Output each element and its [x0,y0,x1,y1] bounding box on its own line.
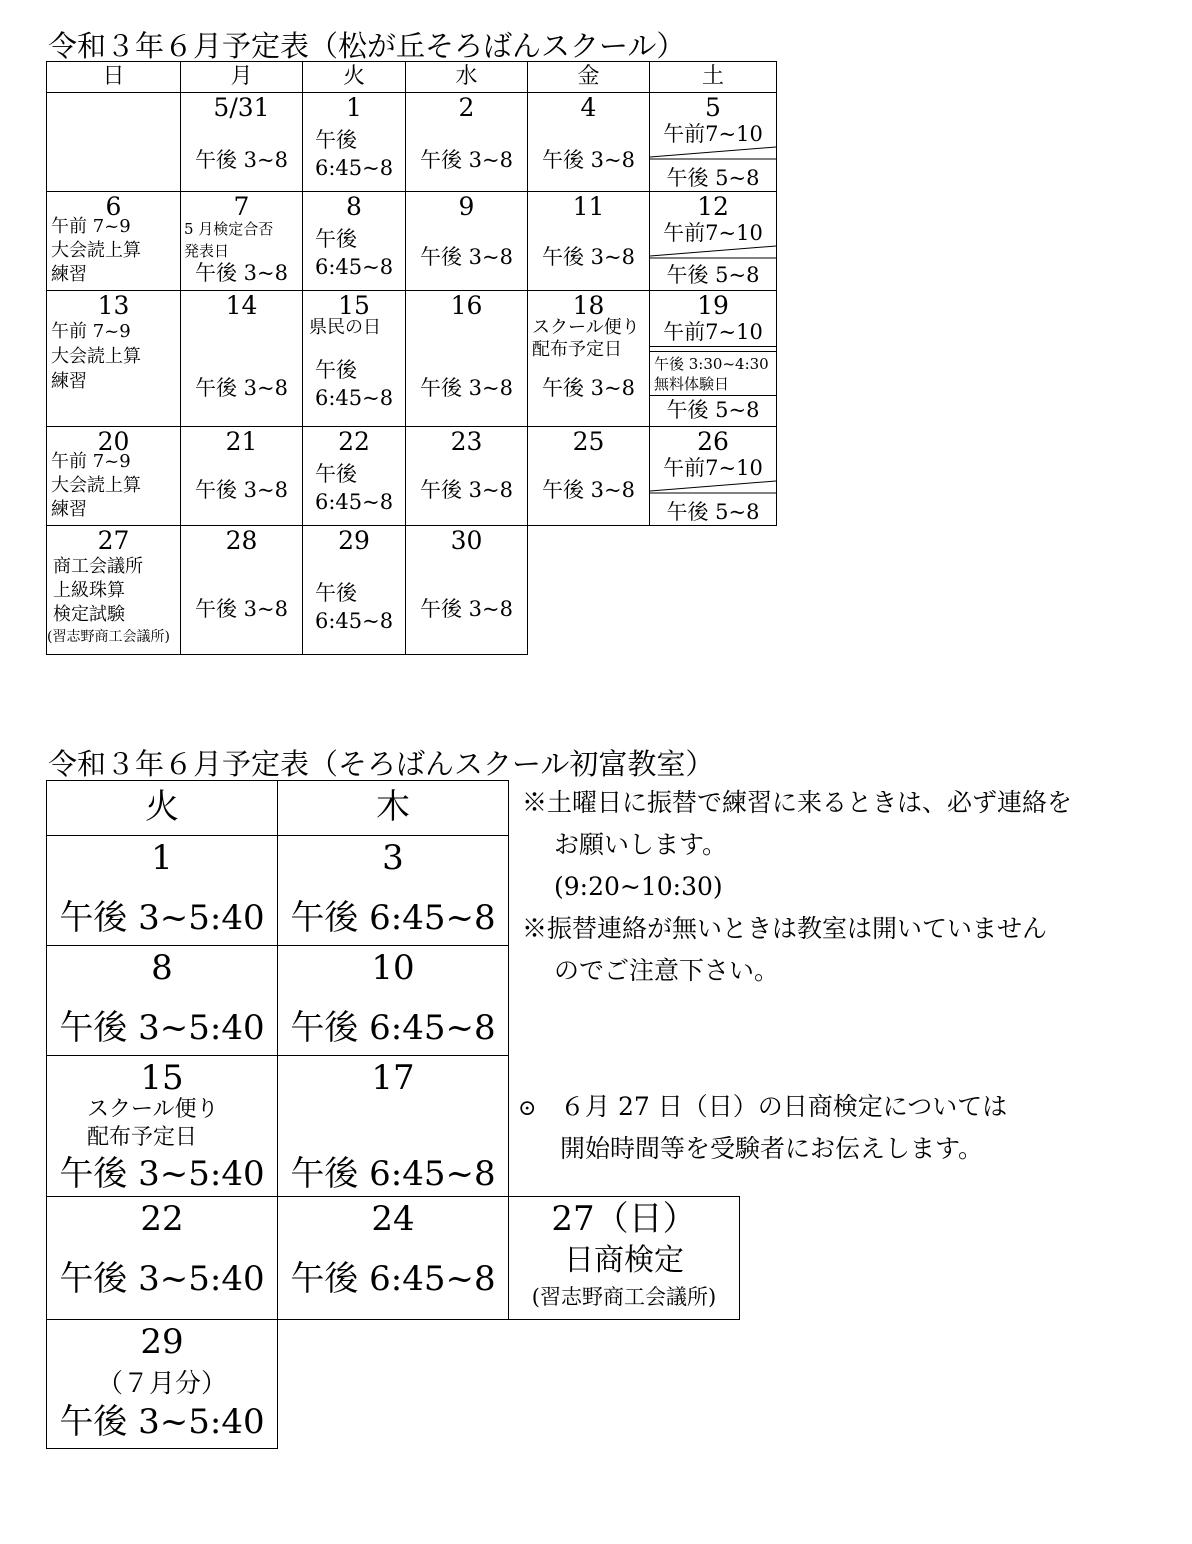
time-text: 午後 3~8 [420,148,513,172]
day-number: 15 [338,291,370,320]
cell-day [649,426,777,526]
time-text: 6:45~8 [315,255,394,279]
cell-day [302,191,406,291]
time-text: 午後 3~5:40 [59,1402,265,1442]
note-text: 無料体験日 [654,375,730,393]
time-text: 午後 3~5:40 [59,1259,265,1299]
time-text: 午後 [315,462,357,486]
note-line: のでご注意下さい。 [554,956,780,985]
time-text: 午後 5~8 [666,398,760,422]
split-line [650,145,776,163]
cell-day [302,426,406,526]
time-text: 午後 5~8 [666,263,760,287]
cell-day [405,290,528,427]
day-number: 16 [450,291,483,320]
time-text: 6:45~8 [315,490,394,514]
time-text: 午前7~10 [663,456,763,480]
day-number: 26 [697,427,729,456]
cell-day [46,945,278,1056]
day-number: 5 [705,93,721,122]
note-text: 大会読上算 [51,240,141,261]
day-number: 3 [382,838,404,878]
time-text: 6:45~8 [315,386,394,410]
day-number: 18 [572,291,605,320]
time-text: 午前7~10 [663,122,763,146]
time-text: 午前7~10 [663,320,763,344]
cell-day [180,92,303,192]
cell-day [405,92,528,192]
day-number: 14 [225,291,258,320]
note-text: 練習 [51,371,87,392]
note-text: 午前 7~9 [51,216,131,237]
note-text: スクール便り [532,317,640,338]
header-mon [180,61,303,93]
day-number: 22 [140,1199,184,1239]
day-number: 15 [140,1058,184,1098]
time-text: 午後 6:45~8 [290,1008,496,1048]
day-number: 10 [371,948,415,988]
cell-day [302,525,406,655]
note-text: 大会読上算 [51,475,141,496]
time-text: 午後 3~5:40 [59,898,265,938]
time-text: 6:45~8 [315,156,394,180]
cell-day [180,191,303,291]
header-sat [649,61,777,93]
note-line: (9:20~10:30) [554,872,723,901]
cell-day [46,1319,278,1449]
time-text: 午後 3~5:40 [59,1008,265,1048]
time-text: 午前7~10 [663,221,763,245]
header-label: 月 [230,64,253,89]
note-text: 午前 7~9 [51,451,131,472]
day-number: 4 [580,93,597,122]
day-number: 29 [338,526,370,555]
day-number: 11 [572,192,605,221]
title-matsugaoka: 令和３年６月予定表（松が丘そろばんスクール） [48,29,686,63]
day-number: 1 [346,93,362,122]
title-hatsutomi: 令和３年６月予定表（そろばんスクール初富教室） [48,747,715,781]
divider [650,395,776,396]
cell-day [277,1055,509,1197]
note-text: 県民の日 [309,317,381,338]
day-number: 27 [97,526,130,555]
note-text: （７月分） [96,1369,227,1399]
time-text: 午後 3~8 [420,478,513,502]
day-number: 5/31 [213,93,270,122]
divider [650,346,776,347]
cell-day [180,290,303,427]
cell-day [180,426,303,526]
time-text: 6:45~8 [315,609,394,633]
day-number: 27（日） [551,1199,697,1239]
header-tue [302,61,406,93]
day-number: 28 [225,526,258,555]
note-text: 配布予定日 [532,339,622,360]
note-text: 5 月検定合否 [184,220,274,238]
day-number: 22 [338,427,370,456]
note-line: お願いします。 [554,830,728,859]
note-text: 検定試験 [53,604,125,625]
cell-day [405,191,528,291]
header-sun [46,61,181,93]
day-number: 6 [105,192,122,221]
note-text: 午前 7~9 [51,321,131,342]
time-text: 午後 3~5:40 [59,1154,265,1194]
note-text: 日商検定 [564,1243,684,1278]
cell-day [46,835,278,946]
time-text: 午後 3~8 [420,597,513,621]
cell-day [649,290,777,427]
note-line: 開始時間等を受験者にお伝えします。 [560,1134,984,1163]
cell-day [527,191,650,291]
note-line: ※振替連絡が無いときは教室は開いていません [522,914,1048,943]
time-text: 午後 6:45~8 [290,1259,496,1299]
note-text: (習志野商工会議所) [47,629,170,645]
day-number: 2 [458,93,475,122]
note-text: (習志野商工会議所) [531,1285,717,1309]
header-thu [277,780,509,836]
time-text: 午後 [315,128,357,152]
note-text: 配布予定日 [87,1125,198,1150]
note-line: ※土曜日に振替で練習に来るときは、必ず連絡を [522,788,1073,817]
cell-empty [46,92,181,192]
header-fri [527,61,650,93]
cell-day [508,1196,740,1320]
time-text: 午後 3~8 [542,245,635,269]
day-number: 24 [371,1199,415,1239]
header-wed [405,61,528,93]
header-label: 金 [577,64,600,89]
time-text: 午後 3~8 [420,376,513,400]
cell-day [277,1196,509,1320]
header-label: 木 [376,787,410,827]
cell-day [180,525,303,655]
note-text: 練習 [51,499,87,520]
day-number: 17 [371,1058,415,1098]
day-number: 20 [97,427,130,456]
divider [650,351,776,352]
day-number: 23 [450,427,483,456]
note-text: 上級珠算 [53,580,125,601]
cell-day [302,92,406,192]
note-text: 商工会議所 [53,556,143,577]
time-text: 午後 6:45~8 [290,898,496,938]
time-text: 午後 [315,358,357,382]
note-text: 練習 [51,264,87,285]
time-text: 午後 3~8 [420,245,513,269]
time-text: 午後 3~8 [195,261,288,285]
note-text: 大会読上算 [51,346,141,367]
header-tue [46,780,278,836]
day-number: 30 [450,526,483,555]
time-text: 午後 [315,581,357,605]
day-number: 1 [151,838,173,878]
note-text: 発表日 [184,242,230,260]
day-number: 19 [697,291,729,320]
time-text: 午後 3~8 [195,376,288,400]
time-text: 午後 3~8 [542,376,635,400]
time-text: 午後 5~8 [666,166,760,190]
header-label: 火 [342,64,365,89]
cell-day [46,290,181,427]
time-text: 午後 3~8 [542,478,635,502]
split-line [650,479,776,497]
note-text: スクール便り [87,1097,219,1122]
cell-day [649,191,777,291]
cell-day [302,290,406,427]
time-text: 午後 6:45~8 [290,1154,496,1194]
day-number: 29 [140,1322,184,1362]
day-number: 13 [97,291,130,320]
cell-day [277,835,509,946]
day-number: 12 [697,192,729,221]
cell-day [527,92,650,192]
time-text: 午後 3~8 [195,148,288,172]
day-number: 7 [233,192,250,221]
cell-day [527,426,650,526]
header-label: 水 [455,64,478,89]
cell-day [527,290,650,427]
bullet-circle-icon: ⊙ [518,1096,537,1121]
note-line: ６月 27 日（日）の日商検定については [560,1092,1008,1121]
cell-day [46,1196,278,1320]
cell-day [46,191,181,291]
header-label: 土 [701,64,724,89]
header-label: 火 [145,787,179,827]
time-text: 午後 3~8 [195,478,288,502]
cell-day [46,1055,278,1197]
cell-day [649,92,777,192]
cell-day [277,945,509,1056]
cell-day [46,525,181,655]
cell-day [405,426,528,526]
time-text: 午後 3~8 [542,148,635,172]
time-text: 午後 5~8 [666,500,760,524]
time-text: 午後 [315,227,357,251]
cell-day [46,426,181,526]
day-number: 9 [458,192,475,221]
time-text: 午後 3~8 [195,597,288,621]
note-text: 午後 3:30~4:30 [654,355,769,373]
split-line [650,244,776,262]
day-number: 25 [572,427,605,456]
header-label: 日 [102,64,125,89]
day-number: 21 [225,427,258,456]
day-number: 8 [151,948,173,988]
day-number: 8 [346,192,362,221]
cell-day [405,525,528,655]
